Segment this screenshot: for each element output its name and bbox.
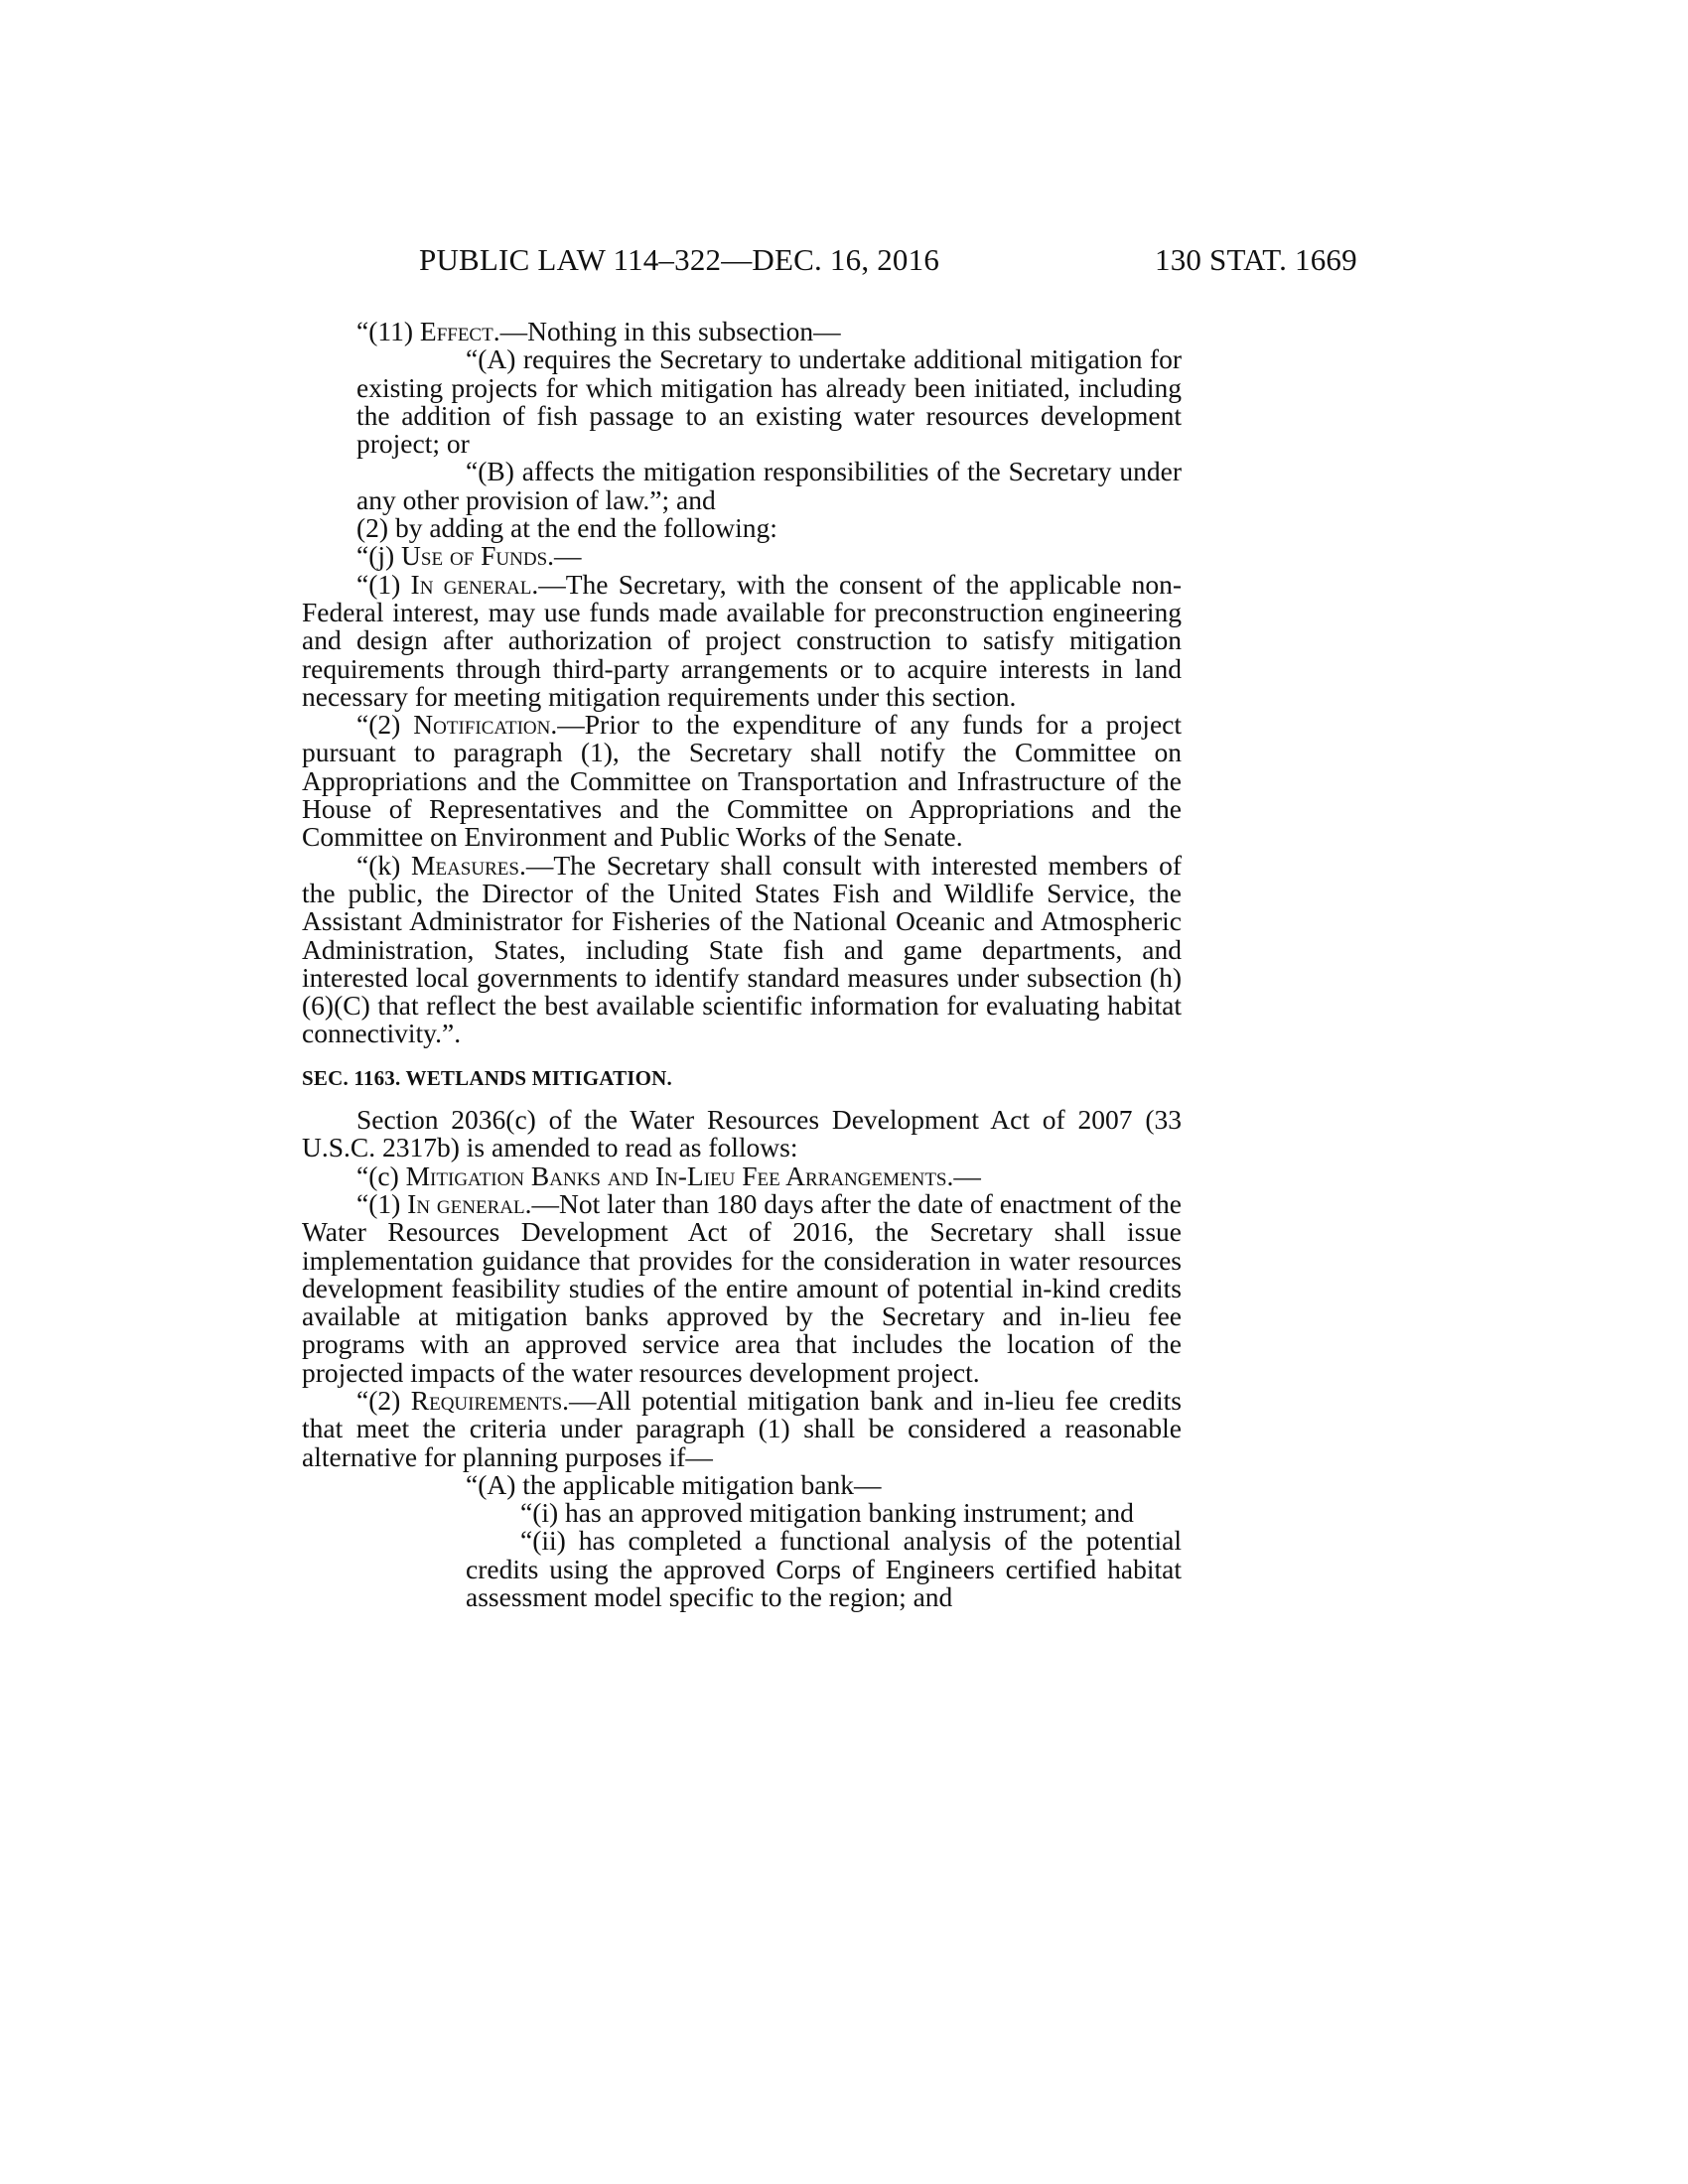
- paragraph-c1: “(1) In general.—Not later than 180 days after the date of enactment of the Water Resources Development Act of 2016, the Secretary shall issue implementation guidance that provides for the consideration in water resources development feasibility studies of the entire amount of potential in-kind credits available at mitigation banks approved by the Secretary and in-lieu fee programs with an approved service area that includes the location of the projected impacts of the water resources development project.: [302, 1187, 1182, 1388]
- document-body: [302, 318, 1182, 1611]
- subsection-j-heading: “(j) Use of Funds.—: [356, 540, 582, 572]
- paragraph-j2: “(2) Notification.—Prior to the expenditure of any funds for a project pursuant to paragraph (1), the Secretary shall notify the Committee on Appropriations and the Committee on Transportation and Infrastructure of the House of Representatives and the Committee on Appropriations and the Committee on Environment and Public Works of the Senate.: [302, 709, 1182, 853]
- subparagraph-c2a: “(A) the applicable mitigation bank—: [466, 1468, 882, 1500]
- amendment-2: (2) by adding at the end the following:: [356, 512, 777, 544]
- running-header-title: PUBLIC LAW 114–322—DEC. 16, 2016: [419, 242, 940, 277]
- section-heading: SEC. 1163. WETLANDS MITIGATION.: [302, 1065, 673, 1090]
- clause-i: “(i) has an approved mitigation banking instrument; and: [520, 1497, 1134, 1529]
- subsection-c-heading: “(c) Mitigation Banks and In-Lieu Fee Arrangements.—: [356, 1160, 981, 1191]
- paragraph-c2: “(2) Requirements.—All potential mitigation bank and in-lieu fee credits that meet the criteria under paragraph (1) shall be considered a reasonable alternative for planning purposes if—: [302, 1384, 1182, 1472]
- subsection-k: “(k) Measures.—The Secretary shall consult with interested members of the public, the Director of the United States Fish and Wildlife Service, the Assistant Administrator for Fisheries of the National Oceanic and Atmospheric Administration, States, including State fish and game departments, and interested local governments to identify standard measures under subsection (h)(6)(C) that reflect the best available scientific information for evaluating habitat connectivity.”.: [302, 849, 1183, 1049]
- paragraph-j1: “(1) In general.—The Secretary, with the consent of the applicable non-Federal interest, may use funds made available for preconstruction engineering and design after authorization of project construction to satisfy mitigation requirements through third-party arrangements or to acquire interests in land necessary for meeting mitigation requirements under this section.: [302, 568, 1182, 712]
- section-intro: Section 2036(c) of the Water Resources Development Act of 2007 (33 U.S.C. 2317b) is amended to read as follows:: [302, 1104, 1182, 1163]
- page-citation: 130 STAT. 1669: [1155, 242, 1357, 277]
- subparagraph-b: “(B) affects the mitigation responsibilities of the Secretary under any other provision of law.”; and: [356, 456, 1182, 515]
- clause-ii: “(ii) has completed a functional analysis of the potential credits using the approved Corps of Engineers certified habitat assessment model specific to the region; and: [466, 1525, 1182, 1613]
- subparagraph-a: “(A) requires the Secretary to undertake additional mitigation for existing projects for which mitigation has already been initiated, including the addition of fish passage to an existing water resources development project; or: [356, 343, 1182, 460]
- paragraph-11-effect: “(11) Effect.—Nothing in this subsection—: [356, 316, 841, 346]
